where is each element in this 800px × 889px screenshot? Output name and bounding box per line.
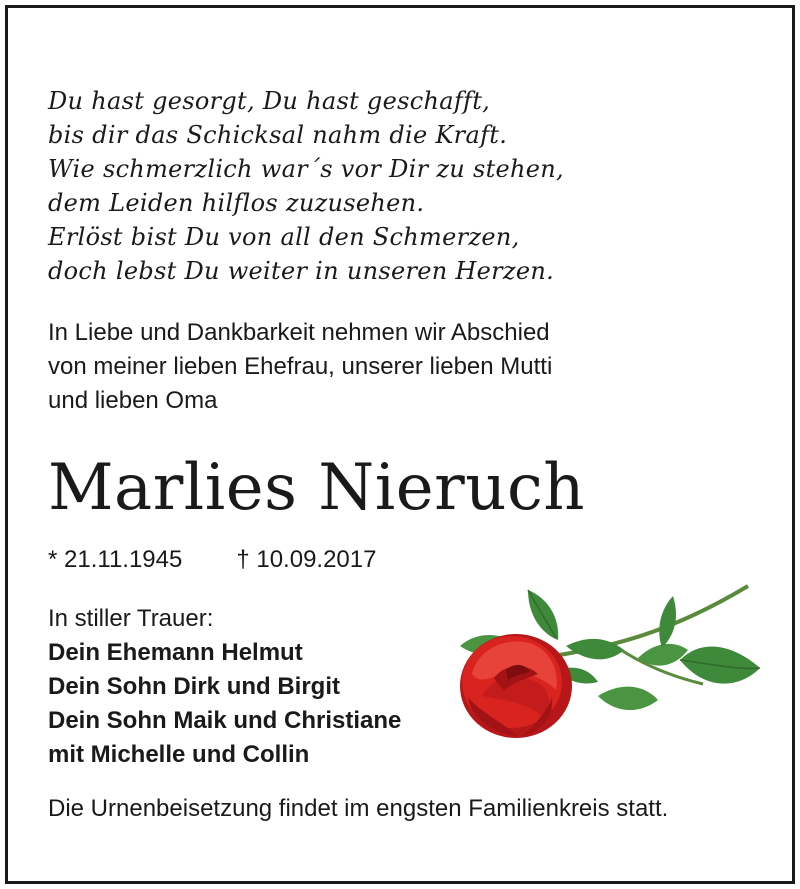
mourner-name: Dein Ehemann Helmut <box>48 639 303 666</box>
obituary-frame <box>5 5 795 884</box>
intro-line: In Liebe und Dankbarkeit nehmen wir Abschied <box>48 319 550 346</box>
poem-line: bis dir das Schicksal nahm die Kraft. <box>48 121 508 149</box>
intro-line: und lieben Oma <box>48 387 218 414</box>
deceased-name: Marlies Nieruch <box>48 451 585 525</box>
red-rose-icon <box>448 578 768 748</box>
poem-line: Wie schmerzlich war´s vor Dir zu stehen, <box>48 155 564 183</box>
life-dates <box>48 543 376 577</box>
poem-line: dem Leiden hilflos zuzusehen. <box>48 189 425 217</box>
closing-note: Die Urnenbeisetzung findet im engsten Familienkreis statt. <box>48 795 669 822</box>
mourner-name: Dein Sohn Maik und Christiane <box>48 707 402 734</box>
intro-text <box>48 316 552 418</box>
poem-line: doch lebst Du weiter in unseren Herzen. <box>48 257 555 285</box>
mourners-heading: In stiller Trauer: <box>48 605 214 632</box>
birth-date: * 21.11.1945 <box>48 546 183 573</box>
intro-line: von meiner lieben Ehefrau, unserer lieben Mutti <box>48 353 553 380</box>
death-date: † 10.09.2017 <box>236 546 377 573</box>
poem-line: Erlöst bist Du von all den Schmerzen, <box>48 223 520 251</box>
mourners-list <box>48 602 401 772</box>
mourner-name: Dein Sohn Dirk und Birgit <box>48 673 340 700</box>
mourner-name: mit Michelle und Collin <box>48 741 310 768</box>
poem-line: Du hast gesorgt, Du hast geschafft, <box>48 87 491 115</box>
poem <box>48 84 564 288</box>
